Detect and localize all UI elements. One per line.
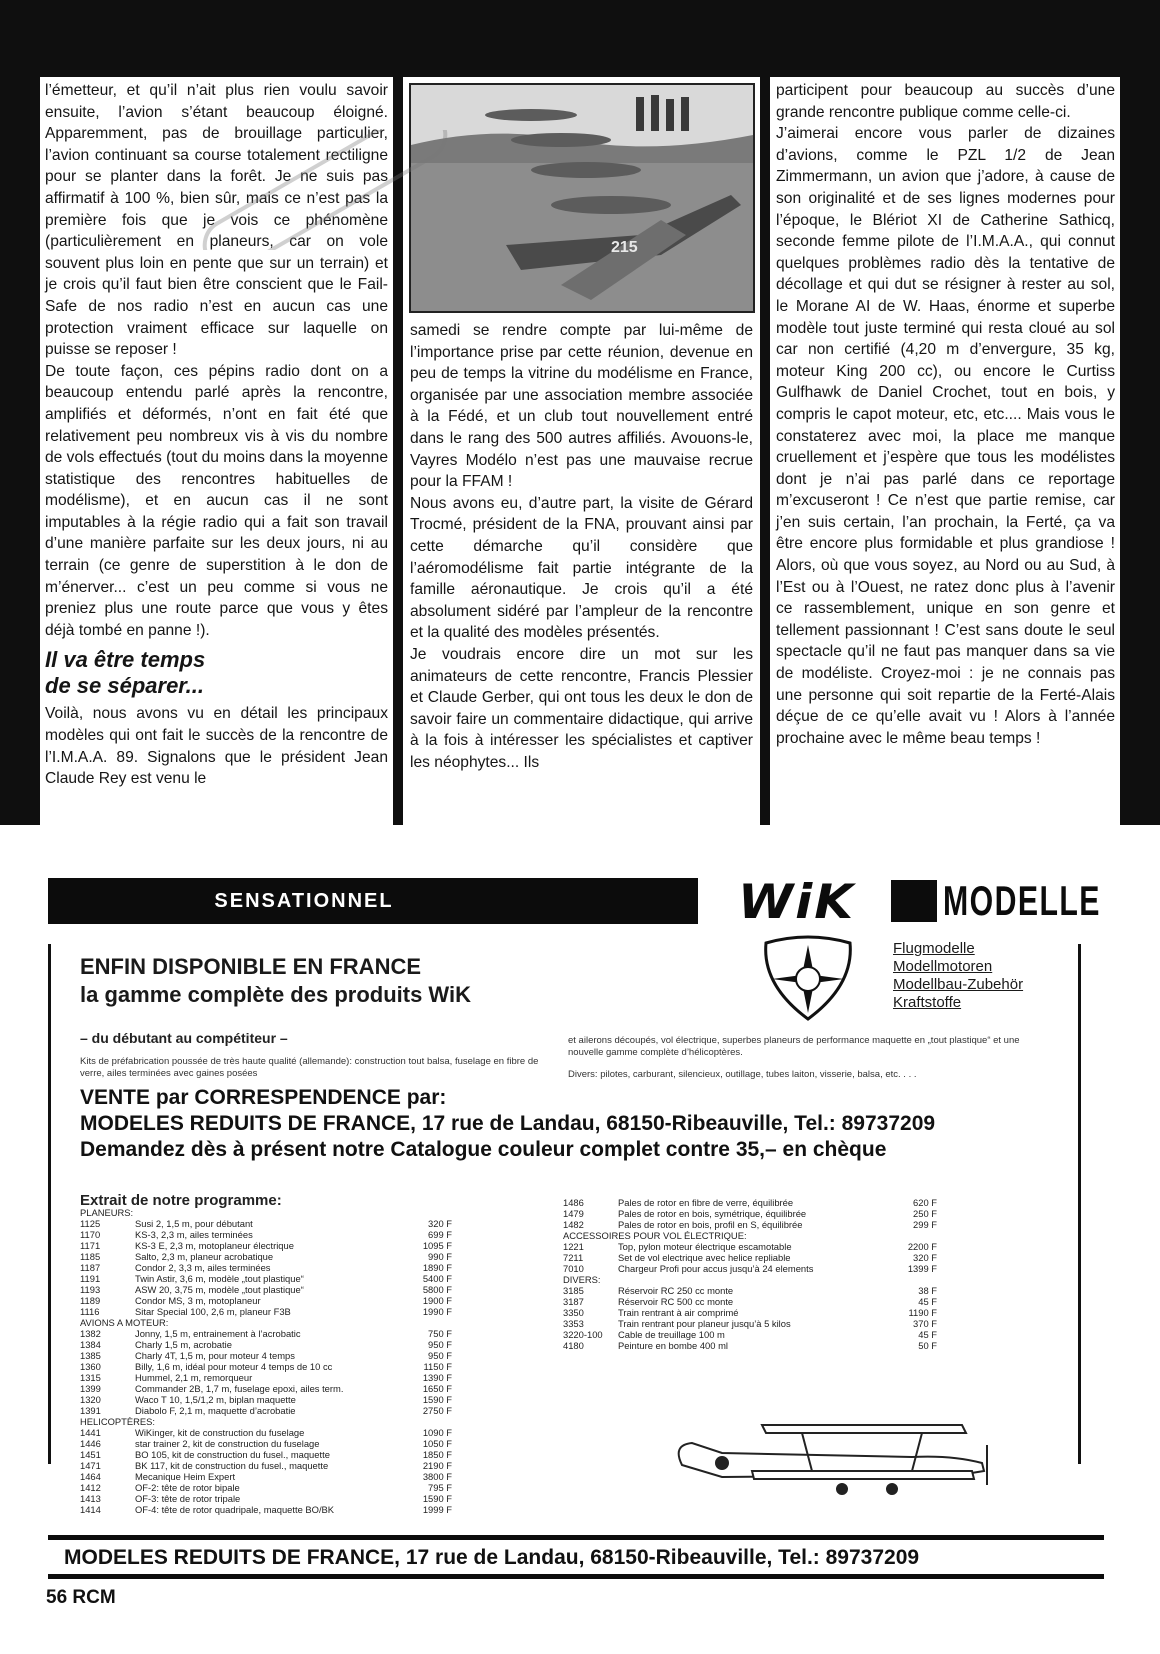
page-number: 56 RCM <box>46 1587 116 1608</box>
program-desc: Commander 2B, 1,7 m, fuselage epoxi, ailes term. <box>135 1383 344 1394</box>
product-item: Modellmotoren <box>893 958 993 975</box>
program-code: 1446 <box>80 1438 101 1449</box>
program-desc: Waco T 10, 1,5/1,2 m, biplan maquette <box>135 1394 296 1405</box>
program-code: 1451 <box>80 1449 101 1460</box>
program-price: 3800 F <box>422 1471 452 1482</box>
program-category: AVIONS A MOTEUR: <box>80 1317 169 1328</box>
article-paragraph: Nous avons eu, d’autre part, la visite de Gérard Trocmé, président de la FNA, prouvant ainsi par cette démarche qu’il considère que l’aéromodélisme fait partie intégrante de la famille aéronautique. Je crois qu’il a été absolument sidéré par l’ampleur de la rencontre et la qualité des modèles présentés. <box>410 494 753 642</box>
ad-banner <box>48 874 1104 930</box>
program-desc: Réservoir RC 250 cc monte <box>618 1285 734 1296</box>
program-code: 1315 <box>80 1372 101 1383</box>
program-price: 1890 F <box>422 1262 452 1273</box>
program-code: 3185 <box>563 1285 584 1296</box>
program-code: 1391 <box>80 1405 101 1416</box>
ad-description-left: Kits de préfabrication poussée de très haute qualité (allemande): construction tout balsa, fuselage en fibre de verre, ailes terminées avec gaines posées <box>80 1056 539 1079</box>
program-desc: Chargeur Profi pour accus jusqu’à 24 elements <box>618 1263 814 1274</box>
ad-title: ENFIN DISPONIBLE EN FRANCE la gamme complète des produits WiK <box>80 954 471 1007</box>
program-row <box>80 1229 452 1240</box>
program-category: PLANEURS: <box>80 1207 134 1218</box>
program-code: 1170 <box>80 1229 101 1240</box>
program-row <box>563 1285 937 1296</box>
program-row <box>80 1405 452 1416</box>
program-row <box>563 1296 937 1307</box>
program-desc: OF-4: tête de rotor quadripale, maquette BO/BK <box>135 1504 335 1515</box>
program-price: 1590 F <box>422 1394 452 1405</box>
program-code: 1399 <box>80 1383 101 1394</box>
program-code: 1382 <box>80 1328 101 1339</box>
modelle-brand: MODELLE <box>943 877 1101 924</box>
program-code: 1320 <box>80 1394 101 1405</box>
program-desc: Jonny, 1,5 m, entrainement à l’acrobatic <box>135 1328 301 1339</box>
program-desc: Charly 4T, 1,5 m, pour moteur 4 temps <box>135 1350 295 1361</box>
article-paragraph: De toute façon, ces pépins radio dont on a beaucoup entendu parlé après la rencontre, amplifiés et déformés, n’ont en fait été que relativement peu nombreux vis à vis du nombre de vols effectués (tout du moins dans la moyenne statistique des rencontres habituelles de modélisme), et en aucun cas il ne sont imputables à la régie radio qui a fait son travail d’une manière parfaite sur les deux jours, ni au terrain (ce genre de superstition à le don de m’énerver... c’est un peu comme si vous ne preniez plus une route parce que vous y êtes déjà tombé en panne !). <box>45 362 388 639</box>
program-code: 1221 <box>563 1241 584 1252</box>
program-desc: Peinture en bombe 400 ml <box>618 1340 728 1351</box>
program-price: 1095 F <box>422 1240 452 1251</box>
program-title: Extrait de notre programme: <box>80 1192 282 1209</box>
program-price: 5800 F <box>422 1284 452 1295</box>
program-price: 950 F <box>428 1339 452 1350</box>
program-price: 1050 F <box>422 1438 452 1449</box>
program-price: 1190 F <box>908 1307 937 1318</box>
program-code: 3187 <box>563 1296 584 1307</box>
program-price: 45 F <box>918 1296 937 1307</box>
program-row <box>80 1295 452 1306</box>
product-item: Kraftstoffe <box>893 994 962 1011</box>
program-row <box>80 1460 452 1471</box>
program-row <box>80 1339 452 1350</box>
program-row <box>80 1449 452 1460</box>
vente-block: VENTE par CORRESPENDENCE par: MODELES REDUITS DE FRANCE, 17 rue de Landau, 68150-Ribeauville, Tel.: 89737209 Demandez dès à présent notre Catalogue couleur complet contre 35,– en chèque <box>80 1086 936 1161</box>
program-code: 1171 <box>80 1240 101 1251</box>
article-paragraph: J’aimerai encore vous parler de dizaines d’avions, comme le PZL 1/2 de Jean Zimmermann, un avion que j’adore, à cause de son originalité et de ses lignes modernes pour l’époque, le Blériot XI de Catherine Sathicq, seconde femme pilote de l’I.M.A.A., qui connut quelques problèmes radio dès la tentative de décollage et qui dut se résigner à rester au sol, le Morane AI de W. Haas, énorme et superbe modèle tout juste terminé qui resta cloué au sol car non certifié (4,20 m d’envergure, 35 kg, moteur King 200 cc), ou encore le Curtiss Gulfhawk de Daniel Crochet, tout en bois, y compris le capot moteur, etc, etc.... Mais vous le constaterez avec moi, la place me manque cruellement et j’espère que tous les modélistes dont je n’ai pas parlé dans ce reportage m’excuseront ! Ce n’est que partie remise, car j’en suis certain, l’an prochain, la Ferté, ça va être encore plus formidable et plus grandiose ! Alors, où que vous soyez, au Nord ou au Sud, à l’Est ou à l’Ouest, ne ratez donc plus à l’avenir ce rassemblement, unique en son genre et tellement passionnant ! C’est sans doute le seul spectacle qu’il ne faut pas manquer dans sa vie de modéliste. Croyez-moi : je ne connais pas une personne qui soit repartie de la Ferté-Alais déçue de ce qu’elle avait vu ! Alors à l’année prochaine avec le même beau temps ! <box>776 125 1115 747</box>
program-code: 1116 <box>80 1306 100 1317</box>
program-price: 1399 F <box>907 1263 937 1274</box>
program-row <box>80 1493 452 1504</box>
program-price: 699 F <box>428 1229 452 1240</box>
program-row <box>80 1471 452 1482</box>
program-desc: Hummel, 2,1 m, remorqueur <box>135 1372 253 1383</box>
program-row <box>563 1340 937 1351</box>
program-code: 1486 <box>563 1197 584 1208</box>
program-row <box>80 1262 452 1273</box>
program-desc: Billy, 1,6 m, idéal pour moteur 4 temps de 10 cc <box>135 1361 333 1372</box>
program-desc: BO 105, kit de construction du fusel., maquette <box>135 1449 330 1460</box>
program-price: 50 F <box>918 1340 937 1351</box>
program-desc: Condor 2, 3,3 m, ailes terminées <box>135 1262 271 1273</box>
program-desc: Pales de rotor en bois, profil en S, équilibrée <box>618 1219 803 1230</box>
program-desc: Pales de rotor en fibre de verre, équilibrée <box>618 1197 794 1208</box>
program-row <box>80 1218 452 1229</box>
program-code: 4180 <box>563 1340 584 1351</box>
ad-description-right: et ailerons découpés, vol électrique, superbes planeurs de performance maquette en „tout plastique“ et une nouvelle gamme complète d’hélicoptères. <box>568 1035 1020 1058</box>
brand-square <box>891 880 937 922</box>
program-row <box>80 1350 452 1361</box>
program-desc: Train rentrant pour planeur jusqu’à 5 kilos <box>618 1318 791 1329</box>
program-desc: Diabolo F, 2,1 m, maquette d’acrobatie <box>135 1405 296 1416</box>
program-price: 1990 F <box>422 1306 452 1317</box>
article-column-1 <box>40 77 393 825</box>
program-code: 1185 <box>80 1251 101 1262</box>
program-row <box>80 1361 452 1372</box>
program-desc: Train rentrant à air comprimé <box>618 1307 739 1318</box>
program-desc: KS-3 E, 2,3 m, motoplaneur électrique <box>135 1240 294 1251</box>
program-desc: OF-3: tête de rotor tripale <box>135 1493 241 1504</box>
article-paragraph: samedi se rendre compte par lui-même de l’importance prise par cette réunion, devenue en peu de temps la vitrine du modélisme en France, organisée par une association membre associée à la Fédé, et un club tout nouvellement entré dans le rang des 500 autres affiliés. Avouons-le, Vayres Modélo n’est pas une mauvaise recrue pour la FFAM ! <box>410 322 753 491</box>
program-desc: Sitar Special 100, 2,6 m, planeur F3B <box>135 1306 291 1317</box>
program-row <box>80 1372 452 1383</box>
model-aircraft-photo <box>411 85 753 311</box>
program-price: 1999 F <box>422 1504 452 1515</box>
program-price: 795 F <box>428 1482 452 1493</box>
program-code: 1471 <box>80 1460 101 1471</box>
program-code: 1482 <box>563 1219 584 1230</box>
program-price: 620 F <box>913 1197 937 1208</box>
program-price: 38 F <box>918 1285 937 1296</box>
program-price: 1390 F <box>422 1372 452 1383</box>
program-code: 1187 <box>80 1262 101 1273</box>
program-code: 1193 <box>80 1284 101 1295</box>
program-category: HELICOPTÈRES: <box>80 1416 156 1427</box>
program-code: 1441 <box>80 1427 101 1438</box>
program-row <box>80 1504 452 1515</box>
program-price: 1900 F <box>422 1295 452 1306</box>
program-row <box>563 1318 937 1329</box>
program-price: 45 F <box>918 1329 937 1340</box>
program-price: 990 F <box>428 1251 452 1262</box>
program-code: 7211 <box>563 1252 584 1263</box>
program-desc: Pales de rotor en bois, symétrique, équilibrée <box>618 1208 807 1219</box>
program-category: DIVERS: <box>563 1274 601 1285</box>
program-row <box>80 1306 452 1317</box>
program-code: 3220-100 <box>563 1329 603 1340</box>
program-row <box>80 1284 452 1295</box>
program-price: 320 F <box>913 1252 937 1263</box>
program-desc: WiKinger, kit de construction du fuselage <box>135 1427 305 1438</box>
biplane-illustration <box>662 1405 1017 1495</box>
program-desc: OF-2: tête de rotor bipale <box>135 1482 240 1493</box>
article-paragraph: participent pour beaucoup au succès d’une grande rencontre publique comme celle-ci. <box>776 82 1115 121</box>
program-code: 1384 <box>80 1339 101 1350</box>
program-price: 1850 F <box>422 1449 452 1460</box>
program-desc: Condor MS, 3 m, motoplaneur <box>135 1295 261 1306</box>
program-row <box>563 1329 937 1340</box>
program-price: 1590 F <box>422 1493 452 1504</box>
program-desc: star trainer 2, kit de construction du fuselage <box>135 1438 320 1449</box>
wik-logo-icon <box>758 935 858 1023</box>
program-code: 7010 <box>563 1263 584 1274</box>
program-desc: Charly 1,5 m, acrobatie <box>135 1339 232 1350</box>
article-column-3 <box>770 77 1120 825</box>
banner-label: SENSATIONNEL <box>214 890 394 912</box>
program-row <box>563 1208 937 1219</box>
program-price: 1150 F <box>423 1361 452 1372</box>
footer-address: MODELES REDUITS DE FRANCE, 17 rue de Landau, 68150-Ribeauville, Tel.: 89737209 <box>64 1546 920 1569</box>
program-price: 299 F <box>913 1219 937 1230</box>
program-code: 1479 <box>563 1208 584 1219</box>
program-code: 1191 <box>80 1273 101 1284</box>
program-desc: KS-3, 2,3 m, ailes terminées <box>135 1229 253 1240</box>
program-row <box>80 1383 452 1394</box>
tail-number: 215 <box>611 239 638 256</box>
product-list <box>893 940 1023 1012</box>
program-row <box>563 1307 937 1318</box>
program-desc: ASW 20, 3,75 m, modèle „tout plastique“ <box>135 1284 304 1295</box>
program-row <box>80 1438 452 1449</box>
program-table-left <box>80 1207 452 1515</box>
program-code: 1125 <box>80 1218 101 1229</box>
ad-tagline: – du débutant au compétiteur – <box>80 1030 288 1046</box>
program-price: 1650 F <box>422 1383 452 1394</box>
program-price: 5400 F <box>422 1273 452 1284</box>
program-code: 1385 <box>80 1350 101 1361</box>
program-code: 1414 <box>80 1504 101 1515</box>
program-row <box>80 1251 452 1262</box>
program-table-right <box>563 1197 937 1351</box>
article-column-2 <box>403 77 760 825</box>
program-code: 3353 <box>563 1318 584 1329</box>
program-row <box>80 1328 452 1339</box>
program-code: 1412 <box>80 1482 101 1493</box>
program-desc: Mecanique Heim Expert <box>135 1471 236 1482</box>
program-desc: Salto, 2,3 m, planeur acrobatique <box>135 1251 274 1262</box>
program-code: 1413 <box>80 1493 101 1504</box>
program-price: 2750 F <box>422 1405 452 1416</box>
program-row <box>80 1273 452 1284</box>
ad-description-divers: Divers: pilotes, carburant, silencieux, outillage, tubes laiton, visserie, balsa, etc. . . . <box>568 1069 917 1080</box>
program-code: 1189 <box>80 1295 101 1306</box>
program-desc: Réservoir RC 500 cc monte <box>618 1296 734 1307</box>
program-row <box>563 1252 937 1263</box>
program-price: 250 F <box>913 1208 937 1219</box>
program-row <box>563 1241 937 1252</box>
program-category: ACCESSOIRES POUR VOL ÉLECTRIQUE: <box>563 1230 747 1241</box>
program-row <box>563 1263 937 1274</box>
program-row <box>80 1394 452 1405</box>
wik-brand: WiK <box>738 874 856 930</box>
program-desc: Cable de treuillage 100 m <box>618 1329 725 1340</box>
product-item: Modellbau-Zubehör <box>893 976 1024 993</box>
program-row <box>563 1197 937 1208</box>
program-desc: Twin Astir, 3,6 m, modèle „tout plastique“ <box>135 1273 304 1284</box>
program-row <box>80 1240 452 1251</box>
program-code: 1464 <box>80 1471 101 1482</box>
program-desc: Top, pylon moteur électrique escamotable <box>618 1241 792 1252</box>
article-paragraph: Voilà, nous avons vu en détail les principaux modèles qui ont fait le succès de la rencontre de l’I.M.A.A. 89. Signalons que le président Jean Claude Rey est venu le <box>45 705 388 788</box>
program-price: 1090 F <box>422 1427 452 1438</box>
program-desc: Set de vol electrique avec helice repliable <box>618 1252 791 1263</box>
program-price: 370 F <box>913 1318 937 1329</box>
program-row <box>563 1219 937 1230</box>
program-price: 320 F <box>428 1218 452 1229</box>
program-desc: BK 117, kit de construction du fusel., maquette <box>135 1460 329 1471</box>
program-price: 950 F <box>428 1350 452 1361</box>
program-desc: Susi 2, 1,5 m, pour débutant <box>135 1218 253 1229</box>
product-item: Flugmodelle <box>893 940 975 957</box>
article-subheading: Il va être temps de se séparer... <box>45 647 206 699</box>
article-paragraph: l’émetteur, et qu’il n’ait plus rien voulu savoir ensuite, l’avion s’étant beaucoup éloigné. Apparemment, pas de brouillage particulier, l’avion continuant sa course totalement rectiligne pour se planter dans la forêt. Je ne suis pas affirmatif à 100 %, bien sûr, mais ce n’est pas la première fois que je vois ce phénomène (particulièrement en planeurs, car on vole souvent plus loin en pente que sur un terrain) et je crois qu’il faut bien être conscient que le Fail-Safe de nos radio n’est en aucun cas une protection vraiment efficace sur laquelle on puisse se reposer ! <box>45 82 388 359</box>
program-row <box>80 1427 452 1438</box>
program-row <box>80 1482 452 1493</box>
program-price: 2200 F <box>907 1241 937 1252</box>
program-code: 3350 <box>563 1307 584 1318</box>
airfield-photo <box>409 83 755 313</box>
program-price: 2190 F <box>422 1460 452 1471</box>
article-column-2-text <box>403 320 760 773</box>
article-paragraph: Je voudrais encore dire un mot sur les animateurs de cette rencontre, Francis Plessier et Claude Gerber, qui ont tous les deux le don de savoir faire un commentaire didactique, qui arrive à la fois à intéresser les spécialistes et captiver les néophytes... Ils <box>410 645 753 771</box>
program-code: 1360 <box>80 1361 101 1372</box>
program-price: 750 F <box>428 1328 452 1339</box>
